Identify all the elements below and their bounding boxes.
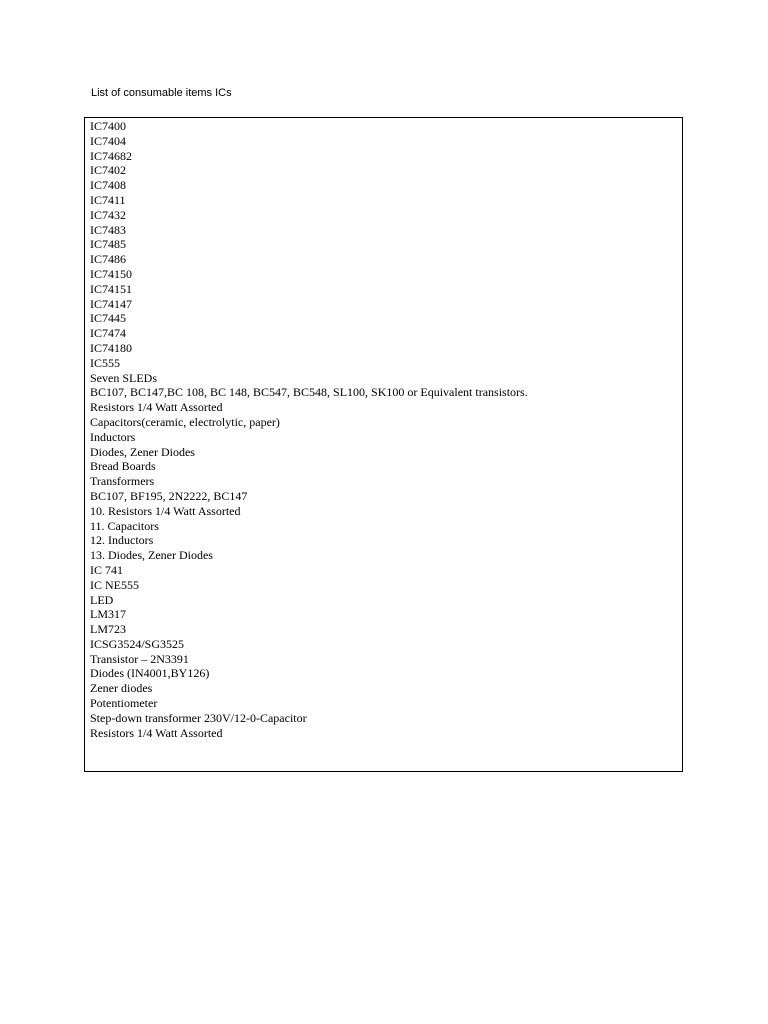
list-item: 10. Resistors 1/4 Watt Assorted <box>90 503 241 518</box>
list-item: IC7483 <box>90 222 126 237</box>
list-item: Capacitors(ceramic, electrolytic, paper) <box>90 414 280 429</box>
list-item: Resistors 1/4 Watt Assorted <box>90 725 223 740</box>
list-item: IC7485 <box>90 237 126 252</box>
list-item: IC74180 <box>90 340 132 355</box>
list-item: BC107, BC147,BC 108, BC 148, BC547, BC548, SL100, SK100 or Equivalent transistors. <box>90 385 528 400</box>
list-item: Transformers <box>90 474 155 489</box>
list-item: IC74682 <box>90 148 132 163</box>
list-item: Diodes (IN4001,BY126) <box>90 666 210 681</box>
page-heading: List of consumable items ICs <box>91 87 232 99</box>
list-item: IC7445 <box>90 311 126 326</box>
list-item: Seven SLEDs <box>90 370 157 385</box>
list-item: IC74151 <box>90 281 132 296</box>
list-item: IC7402 <box>90 163 126 178</box>
list-item: Resistors 1/4 Watt Assorted <box>90 400 223 415</box>
list-item: Bread Boards <box>90 459 156 474</box>
list-item: 12. Inductors <box>90 533 154 548</box>
list-item: IC 741 <box>90 562 123 577</box>
list-item: 13. Diodes, Zener Diodes <box>90 548 213 563</box>
list-item: Diodes, Zener Diodes <box>90 444 195 459</box>
list-item: IC7411 <box>90 192 126 207</box>
list-item: IC NE555 <box>90 577 139 592</box>
list-item: IC7404 <box>90 133 126 148</box>
list-item: IC7432 <box>90 207 126 222</box>
list-item: 11. Capacitors <box>90 518 159 533</box>
list-item: BC107, BF195, 2N2222, BC147 <box>90 488 248 503</box>
list-item: IC7474 <box>90 326 126 341</box>
list-item: IC7486 <box>90 252 126 267</box>
consumable-items-box <box>84 117 683 772</box>
list-item: IC74150 <box>90 266 132 281</box>
list-item: LM317 <box>90 607 126 622</box>
list-item: IC7400 <box>90 119 126 133</box>
list-item: IC555 <box>90 355 120 370</box>
list-item: Potentiometer <box>90 696 158 711</box>
list-item: LM723 <box>90 622 126 637</box>
list-item: LED <box>90 592 114 607</box>
list-item: ICSG3524/SG3525 <box>90 636 185 651</box>
list-item: Transistor – 2N3391 <box>90 651 189 666</box>
list-item: IC7408 <box>90 178 126 193</box>
consumable-items-list <box>90 119 682 740</box>
list-item: Zener diodes <box>90 681 153 696</box>
list-item: Step-down transformer 230V/12-0-Capacitor <box>90 710 307 725</box>
list-item: IC74147 <box>90 296 132 311</box>
list-item: Inductors <box>90 429 136 444</box>
